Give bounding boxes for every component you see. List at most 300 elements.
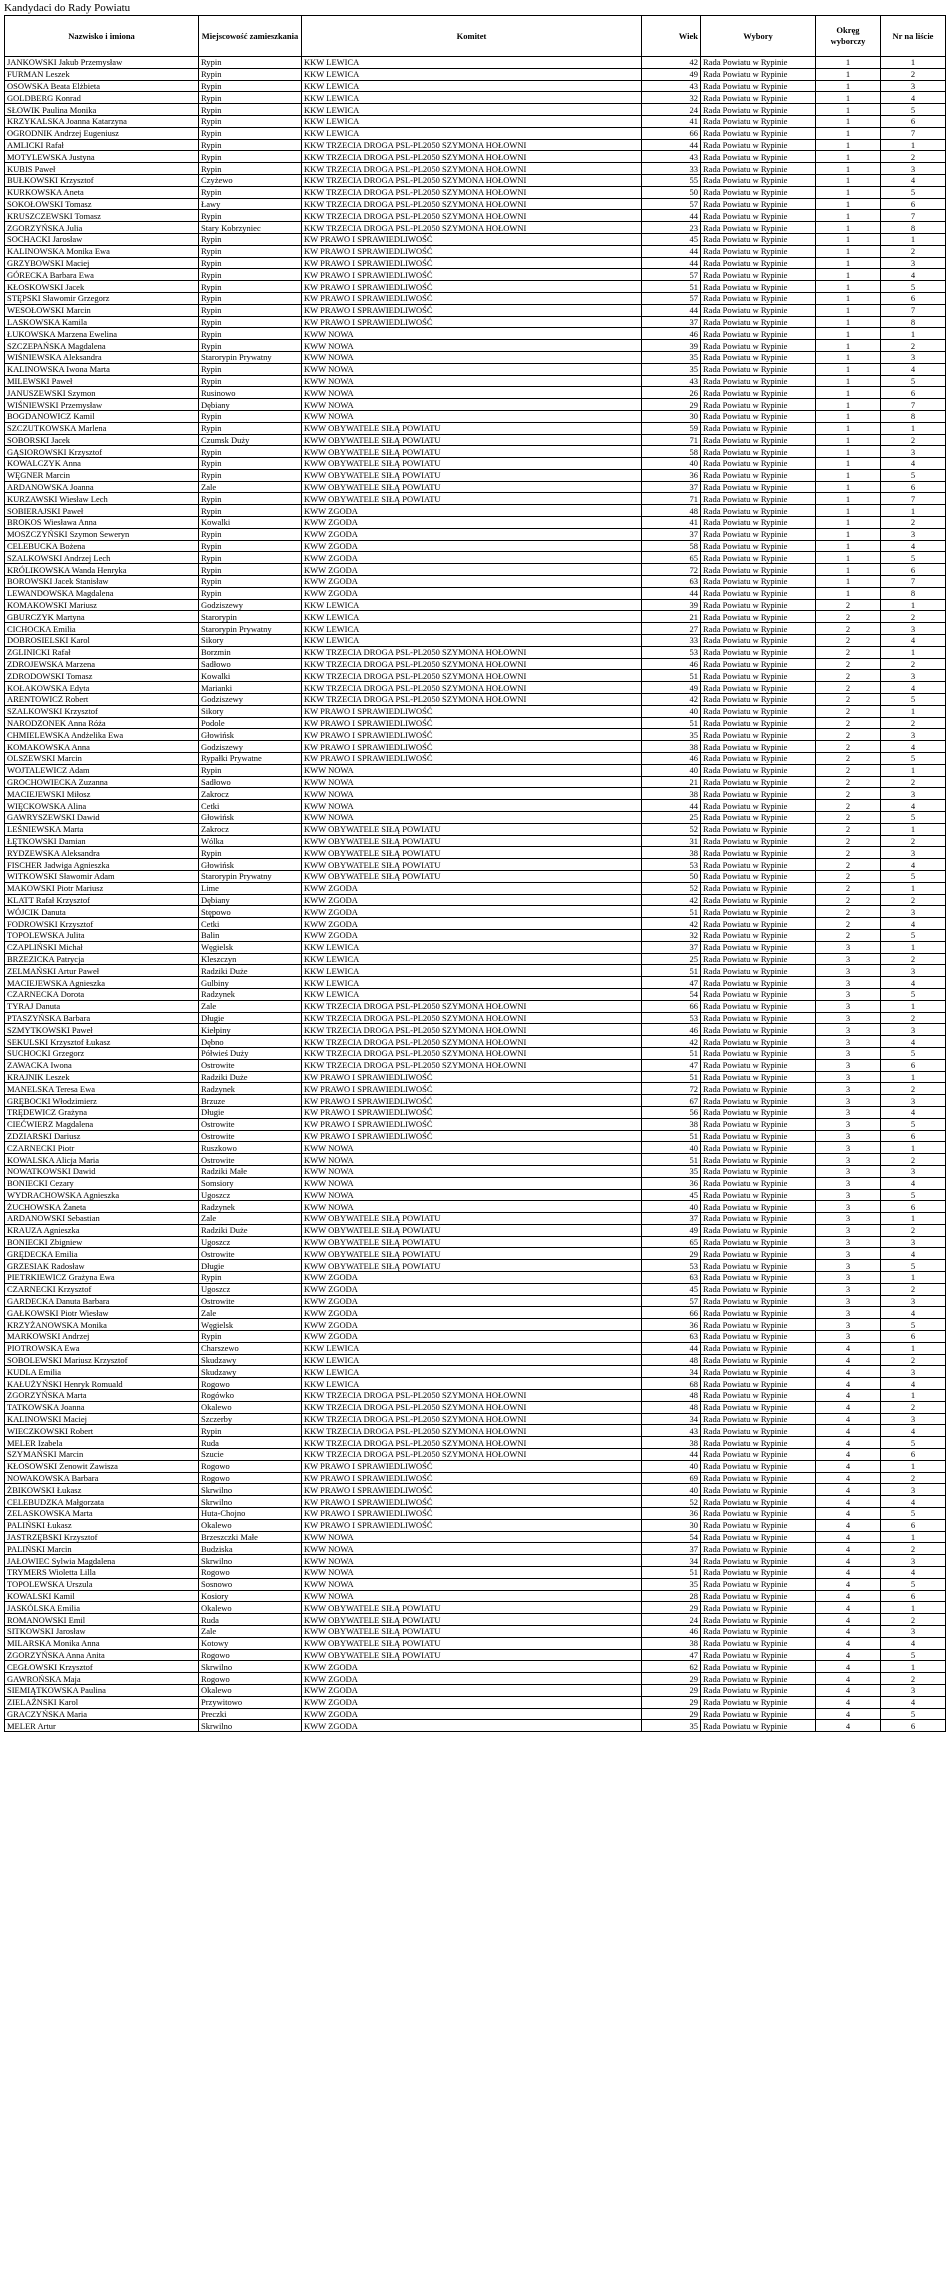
cell-residence: Kosiory: [199, 1590, 302, 1602]
cell-committee: KKW LEWICA: [302, 57, 642, 69]
cell-age: 62: [642, 1661, 701, 1673]
cell-list-number: 1: [881, 646, 946, 658]
cell-name: KAŁUŻYŃSKI Henryk Romuald: [5, 1378, 199, 1390]
cell-age: 54: [642, 1531, 701, 1543]
cell-residence: Rypin: [199, 115, 302, 127]
cell-residence: Radziki Duże: [199, 1071, 302, 1083]
cell-age: 53: [642, 859, 701, 871]
cell-committee: KKW TRZECIA DROGA PSL-PL2050 SZYMONA HOŁOWNI: [302, 1413, 642, 1425]
cell-age: 34: [642, 1366, 701, 1378]
cell-residence: Lime: [199, 882, 302, 894]
cell-residence: Radziki Duże: [199, 965, 302, 977]
cell-list-number: 6: [881, 481, 946, 493]
cell-election: Rada Powiatu w Rypinie: [701, 245, 816, 257]
cell-district: 3: [816, 1236, 881, 1248]
cell-list-number: 6: [881, 198, 946, 210]
cell-election: Rada Powiatu w Rypinie: [701, 953, 816, 965]
cell-residence: Kotowy: [199, 1637, 302, 1649]
cell-name: GARDECKA Danuta Barbara: [5, 1295, 199, 1307]
cell-committee: KWW NOWA: [302, 328, 642, 340]
cell-age: 68: [642, 1378, 701, 1390]
cell-committee: KWW OBYWATELE SIŁĄ POWIATU: [302, 1649, 642, 1661]
table-row: [5, 1684, 946, 1696]
cell-residence: Rogowo: [199, 1649, 302, 1661]
cell-committee: KWW OBYWATELE SIŁĄ POWIATU: [302, 458, 642, 470]
cell-election: Rada Powiatu w Rypinie: [701, 127, 816, 139]
cell-committee: KKW TRZECIA DROGA PSL-PL2050 SZYMONA HOŁOWNI: [302, 1000, 642, 1012]
cell-name: KOWALSKA Alicja Maria: [5, 1154, 199, 1166]
cell-list-number: 2: [881, 835, 946, 847]
cell-age: 51: [642, 1047, 701, 1059]
cell-list-number: 6: [881, 1331, 946, 1343]
cell-election: Rada Powiatu w Rypinie: [701, 80, 816, 92]
cell-list-number: 1: [881, 1390, 946, 1402]
cell-residence: Rypin: [199, 269, 302, 281]
cell-list-number: 6: [881, 1720, 946, 1732]
cell-committee: KWW OBYWATELE SIŁĄ POWIATU: [302, 1637, 642, 1649]
cell-name: CIEĆWIERZ Magdalena: [5, 1118, 199, 1130]
cell-age: 29: [642, 1684, 701, 1696]
cell-residence: Ugoszcz: [199, 1189, 302, 1201]
cell-district: 3: [816, 988, 881, 1000]
cell-election: Rada Powiatu w Rypinie: [701, 446, 816, 458]
cell-committee: KW PRAWO I SPRAWIEDLIWOŚĆ: [302, 304, 642, 316]
cell-age: 51: [642, 906, 701, 918]
cell-age: 51: [642, 1130, 701, 1142]
cell-residence: Okalewo: [199, 1401, 302, 1413]
cell-election: Rada Powiatu w Rypinie: [701, 1059, 816, 1071]
cell-name: ZGORZYŃSKA Anna Anita: [5, 1649, 199, 1661]
cell-election: Rada Powiatu w Rypinie: [701, 1449, 816, 1461]
cell-district: 2: [816, 741, 881, 753]
cell-district: 3: [816, 1106, 881, 1118]
cell-election: Rada Powiatu w Rypinie: [701, 1012, 816, 1024]
table-row: [5, 1708, 946, 1720]
cell-district: 3: [816, 1213, 881, 1225]
cell-list-number: 4: [881, 92, 946, 104]
cell-election: Rada Powiatu w Rypinie: [701, 1118, 816, 1130]
cell-name: KUBIS Paweł: [5, 163, 199, 175]
cell-committee: KW PRAWO I SPRAWIEDLIWOŚĆ: [302, 316, 642, 328]
cell-name: GOLDBERG Konrad: [5, 92, 199, 104]
cell-residence: Zale: [199, 481, 302, 493]
cell-name: CHMIELEWSKA Andżelika Ewa: [5, 729, 199, 741]
cell-district: 2: [816, 894, 881, 906]
cell-committee: KKW LEWICA: [302, 988, 642, 1000]
cell-committee: KWW NOWA: [302, 764, 642, 776]
cell-age: 40: [642, 458, 701, 470]
cell-committee: KWW NOWA: [302, 1567, 642, 1579]
cell-district: 1: [816, 233, 881, 245]
cell-district: 2: [816, 847, 881, 859]
table-row: [5, 859, 946, 871]
cell-list-number: 7: [881, 399, 946, 411]
table-row: [5, 918, 946, 930]
table-row: [5, 1567, 946, 1579]
cell-age: 57: [642, 292, 701, 304]
table-row: [5, 776, 946, 788]
cell-list-number: 1: [881, 599, 946, 611]
cell-election: Rada Powiatu w Rypinie: [701, 965, 816, 977]
cell-district: 3: [816, 1000, 881, 1012]
cell-age: 63: [642, 1331, 701, 1343]
cell-residence: Rypin: [199, 163, 302, 175]
cell-election: Rada Powiatu w Rypinie: [701, 269, 816, 281]
table-header-row: [5, 16, 946, 57]
cell-list-number: 8: [881, 222, 946, 234]
cell-list-number: 1: [881, 823, 946, 835]
cell-election: Rada Powiatu w Rypinie: [701, 387, 816, 399]
cell-residence: Rypin: [199, 528, 302, 540]
cell-district: 1: [816, 328, 881, 340]
cell-committee: KW PRAWO I SPRAWIEDLIWOŚĆ: [302, 257, 642, 269]
table-row: [5, 1095, 946, 1107]
cell-name: ROMANOWSKI Emil: [5, 1614, 199, 1626]
cell-committee: KWW OBYWATELE SIŁĄ POWIATU: [302, 1260, 642, 1272]
header-committee: Komitet: [302, 16, 642, 57]
cell-age: 40: [642, 1460, 701, 1472]
cell-committee: KKW LEWICA: [302, 1354, 642, 1366]
cell-name: BOROWSKI Jacek Stanisław: [5, 576, 199, 588]
table-row: [5, 233, 946, 245]
cell-residence: Rypin: [199, 328, 302, 340]
cell-list-number: 4: [881, 635, 946, 647]
cell-committee: KWW ZGODA: [302, 1272, 642, 1284]
cell-age: 66: [642, 1307, 701, 1319]
table-row: [5, 587, 946, 599]
cell-election: Rada Powiatu w Rypinie: [701, 1649, 816, 1661]
cell-list-number: 2: [881, 658, 946, 670]
cell-age: 44: [642, 800, 701, 812]
cell-name: STĘPSKI Sławomir Grzegorz: [5, 292, 199, 304]
cell-committee: KKW LEWICA: [302, 611, 642, 623]
cell-residence: Somsiory: [199, 1177, 302, 1189]
cell-committee: KWW ZGODA: [302, 1720, 642, 1732]
table-row: [5, 800, 946, 812]
cell-district: 1: [816, 399, 881, 411]
cell-committee: KW PRAWO I SPRAWIEDLIWOŚĆ: [302, 1460, 642, 1472]
cell-list-number: 1: [881, 941, 946, 953]
cell-list-number: 2: [881, 1543, 946, 1555]
cell-age: 23: [642, 222, 701, 234]
cell-name: ŻUCHOWSKA Żaneta: [5, 1201, 199, 1213]
cell-list-number: 1: [881, 1602, 946, 1614]
cell-committee: KKW TRZECIA DROGA PSL-PL2050 SZYMONA HOŁOWNI: [302, 163, 642, 175]
cell-election: Rada Powiatu w Rypinie: [701, 233, 816, 245]
table-row: [5, 245, 946, 257]
cell-residence: Rypin: [199, 92, 302, 104]
cell-district: 3: [816, 1047, 881, 1059]
table-row: [5, 1260, 946, 1272]
cell-committee: KWW NOWA: [302, 800, 642, 812]
table-row: [5, 540, 946, 552]
cell-name: WÓJCIK Danuta: [5, 906, 199, 918]
cell-committee: KKW TRZECIA DROGA PSL-PL2050 SZYMONA HOŁOWNI: [302, 694, 642, 706]
cell-name: MILEWSKI Paweł: [5, 375, 199, 387]
cell-name: ZGLINICKI Rafał: [5, 646, 199, 658]
table-row: [5, 611, 946, 623]
cell-committee: KWW NOWA: [302, 340, 642, 352]
cell-residence: Zakrocz: [199, 823, 302, 835]
cell-committee: KWW ZGODA: [302, 1684, 642, 1696]
cell-age: 52: [642, 823, 701, 835]
cell-age: 32: [642, 92, 701, 104]
cell-list-number: 3: [881, 1366, 946, 1378]
cell-age: 37: [642, 528, 701, 540]
cell-committee: KKW TRZECIA DROGA PSL-PL2050 SZYMONA HOŁOWNI: [302, 670, 642, 682]
cell-residence: Rypin: [199, 80, 302, 92]
cell-district: 1: [816, 552, 881, 564]
cell-age: 38: [642, 847, 701, 859]
cell-age: 37: [642, 1213, 701, 1225]
cell-residence: Rypin: [199, 104, 302, 116]
cell-age: 32: [642, 929, 701, 941]
cell-election: Rada Powiatu w Rypinie: [701, 599, 816, 611]
table-row: [5, 882, 946, 894]
cell-name: BONIECKI Zbigniew: [5, 1236, 199, 1248]
header-name: Nazwisko i imiona: [5, 16, 199, 57]
cell-list-number: 4: [881, 1036, 946, 1048]
cell-election: Rada Powiatu w Rypinie: [701, 481, 816, 493]
cell-list-number: 2: [881, 1224, 946, 1236]
cell-residence: Okalewo: [199, 1684, 302, 1696]
cell-committee: KKW LEWICA: [302, 623, 642, 635]
cell-district: 2: [816, 705, 881, 717]
cell-list-number: 5: [881, 469, 946, 481]
cell-name: CELEBUDZKA Małgorzata: [5, 1496, 199, 1508]
table-row: [5, 694, 946, 706]
cell-age: 46: [642, 1625, 701, 1637]
candidates-table: [4, 15, 946, 1732]
cell-district: 1: [816, 151, 881, 163]
cell-district: 4: [816, 1614, 881, 1626]
cell-residence: Radziki Małe: [199, 1165, 302, 1177]
cell-district: 4: [816, 1543, 881, 1555]
cell-age: 48: [642, 1354, 701, 1366]
document-title: Kandydaci do Rady Powiatu: [4, 2, 131, 14]
cell-election: Rada Powiatu w Rypinie: [701, 1366, 816, 1378]
cell-age: 51: [642, 1567, 701, 1579]
cell-committee: KKW TRZECIA DROGA PSL-PL2050 SZYMONA HOŁOWNI: [302, 682, 642, 694]
cell-election: Rada Powiatu w Rypinie: [701, 835, 816, 847]
cell-district: 3: [816, 1036, 881, 1048]
cell-name: WĘGNER Marcin: [5, 469, 199, 481]
table-row: [5, 292, 946, 304]
cell-residence: Cetki: [199, 918, 302, 930]
cell-name: CZARNECKA Dorota: [5, 988, 199, 1000]
cell-list-number: 5: [881, 1508, 946, 1520]
cell-committee: KWW OBYWATELE SIŁĄ POWIATU: [302, 434, 642, 446]
cell-election: Rada Powiatu w Rypinie: [701, 658, 816, 670]
cell-committee: KKW TRZECIA DROGA PSL-PL2050 SZYMONA HOŁOWNI: [302, 210, 642, 222]
cell-election: Rada Powiatu w Rypinie: [701, 1614, 816, 1626]
cell-name: PALIŃSKI Marcin: [5, 1543, 199, 1555]
cell-name: MOTYLEWSKA Justyna: [5, 151, 199, 163]
cell-election: Rada Powiatu w Rypinie: [701, 1213, 816, 1225]
cell-district: 1: [816, 469, 881, 481]
cell-residence: Zale: [199, 1213, 302, 1225]
cell-district: 4: [816, 1484, 881, 1496]
cell-district: 1: [816, 269, 881, 281]
cell-district: 3: [816, 965, 881, 977]
cell-district: 3: [816, 977, 881, 989]
cell-election: Rada Powiatu w Rypinie: [701, 351, 816, 363]
cell-residence: Okalewo: [199, 1519, 302, 1531]
cell-residence: Budziska: [199, 1543, 302, 1555]
cell-list-number: 2: [881, 68, 946, 80]
cell-name: GBURCZYK Martyna: [5, 611, 199, 623]
cell-list-number: 3: [881, 528, 946, 540]
cell-district: 1: [816, 505, 881, 517]
cell-committee: KKW LEWICA: [302, 965, 642, 977]
cell-residence: Rypin: [199, 316, 302, 328]
cell-list-number: 3: [881, 965, 946, 977]
cell-list-number: 5: [881, 1189, 946, 1201]
cell-district: 3: [816, 1272, 881, 1284]
cell-committee: KW PRAWO I SPRAWIEDLIWOŚĆ: [302, 729, 642, 741]
cell-age: 35: [642, 1720, 701, 1732]
cell-district: 3: [816, 1295, 881, 1307]
cell-age: 56: [642, 1106, 701, 1118]
cell-election: Rada Powiatu w Rypinie: [701, 1331, 816, 1343]
cell-name: SITKOWSKI Jarosław: [5, 1625, 199, 1637]
cell-list-number: 5: [881, 1649, 946, 1661]
cell-district: 3: [816, 1095, 881, 1107]
cell-residence: Stępowo: [199, 906, 302, 918]
cell-district: 2: [816, 918, 881, 930]
cell-district: 3: [816, 953, 881, 965]
cell-name: WIĘCKOWSKA Alina: [5, 800, 199, 812]
cell-name: KRÓLIKOWSKA Wanda Henryka: [5, 564, 199, 576]
cell-list-number: 6: [881, 292, 946, 304]
cell-committee: KWW ZGODA: [302, 1307, 642, 1319]
cell-name: KURZAWSKI Wiesław Lech: [5, 493, 199, 505]
cell-district: 2: [816, 929, 881, 941]
table-row: [5, 1307, 946, 1319]
table-row: [5, 1413, 946, 1425]
cell-election: Rada Powiatu w Rypinie: [701, 1720, 816, 1732]
cell-election: Rada Powiatu w Rypinie: [701, 174, 816, 186]
table-row: [5, 812, 946, 824]
cell-age: 30: [642, 410, 701, 422]
cell-committee: KKW LEWICA: [302, 941, 642, 953]
table-row: [5, 1154, 946, 1166]
header-election: Wybory: [701, 16, 816, 57]
cell-residence: Rypin: [199, 68, 302, 80]
cell-name: ŁUKOWSKA Marzena Ewelina: [5, 328, 199, 340]
cell-election: Rada Powiatu w Rypinie: [701, 1390, 816, 1402]
table-row: [5, 1036, 946, 1048]
cell-election: Rada Powiatu w Rypinie: [701, 363, 816, 375]
cell-list-number: 1: [881, 1000, 946, 1012]
cell-list-number: 6: [881, 1590, 946, 1602]
table-row: [5, 1401, 946, 1413]
table-row: [5, 965, 946, 977]
cell-election: Rada Powiatu w Rypinie: [701, 1578, 816, 1590]
cell-name: ZIELAŹNSKI Karol: [5, 1696, 199, 1708]
cell-name: KRZYŻANOWSKA Monika: [5, 1319, 199, 1331]
cell-election: Rada Powiatu w Rypinie: [701, 528, 816, 540]
cell-age: 35: [642, 351, 701, 363]
cell-election: Rada Powiatu w Rypinie: [701, 552, 816, 564]
cell-list-number: 7: [881, 210, 946, 222]
cell-residence: Sadłowo: [199, 776, 302, 788]
cell-district: 3: [816, 1165, 881, 1177]
cell-age: 57: [642, 198, 701, 210]
cell-election: Rada Powiatu w Rypinie: [701, 151, 816, 163]
cell-name: MOSZCZYŃSKI Szymon Seweryn: [5, 528, 199, 540]
cell-age: 29: [642, 1696, 701, 1708]
cell-name: GAWRYSZEWSKI Dawid: [5, 812, 199, 824]
cell-list-number: 3: [881, 1095, 946, 1107]
cell-residence: Dębno: [199, 1036, 302, 1048]
cell-election: Rada Powiatu w Rypinie: [701, 1508, 816, 1520]
table-row: [5, 646, 946, 658]
cell-residence: Rypin: [199, 587, 302, 599]
cell-name: GROCHOWIECKA Zuzanna: [5, 776, 199, 788]
cell-residence: Rypin: [199, 493, 302, 505]
cell-name: PALIŃSKI Łukasz: [5, 1519, 199, 1531]
cell-name: KOMAKOWSKA Anna: [5, 741, 199, 753]
cell-district: 4: [816, 1449, 881, 1461]
cell-committee: KW PRAWO I SPRAWIEDLIWOŚĆ: [302, 1130, 642, 1142]
table-row: [5, 139, 946, 151]
cell-election: Rada Powiatu w Rypinie: [701, 198, 816, 210]
table-row: [5, 104, 946, 116]
cell-election: Rada Powiatu w Rypinie: [701, 57, 816, 69]
cell-age: 46: [642, 328, 701, 340]
cell-election: Rada Powiatu w Rypinie: [701, 870, 816, 882]
cell-residence: Czumsk Duży: [199, 434, 302, 446]
cell-residence: Ruda: [199, 1614, 302, 1626]
cell-age: 51: [642, 1071, 701, 1083]
cell-election: Rada Powiatu w Rypinie: [701, 115, 816, 127]
cell-committee: KW PRAWO I SPRAWIEDLIWOŚĆ: [302, 245, 642, 257]
table-row: [5, 68, 946, 80]
cell-name: SOKOŁOWSKI Tomasz: [5, 198, 199, 210]
cell-committee: KKW LEWICA: [302, 104, 642, 116]
cell-committee: KWW NOWA: [302, 399, 642, 411]
cell-list-number: 2: [881, 340, 946, 352]
table-row: [5, 753, 946, 765]
cell-residence: Starorypin Prywatny: [199, 351, 302, 363]
cell-residence: Rypin: [199, 340, 302, 352]
cell-list-number: 2: [881, 434, 946, 446]
cell-committee: KKW TRZECIA DROGA PSL-PL2050 SZYMONA HOŁOWNI: [302, 1059, 642, 1071]
cell-district: 1: [816, 351, 881, 363]
cell-list-number: 1: [881, 1071, 946, 1083]
cell-residence: Godziszewy: [199, 741, 302, 753]
cell-name: GRZYBOWSKI Maciej: [5, 257, 199, 269]
cell-district: 2: [816, 870, 881, 882]
cell-name: MILARSKA Monika Anna: [5, 1637, 199, 1649]
cell-list-number: 2: [881, 953, 946, 965]
cell-age: 51: [642, 965, 701, 977]
cell-name: BOGDANOWICZ Kamil: [5, 410, 199, 422]
cell-committee: KKW TRZECIA DROGA PSL-PL2050 SZYMONA HOŁOWNI: [302, 151, 642, 163]
cell-committee: KW PRAWO I SPRAWIEDLIWOŚĆ: [302, 1083, 642, 1095]
cell-age: 59: [642, 422, 701, 434]
cell-age: 45: [642, 233, 701, 245]
cell-election: Rada Powiatu w Rypinie: [701, 340, 816, 352]
table-row: [5, 941, 946, 953]
table-row: [5, 210, 946, 222]
cell-district: 1: [816, 292, 881, 304]
cell-committee: KWW NOWA: [302, 351, 642, 363]
table-row: [5, 623, 946, 635]
cell-list-number: 1: [881, 764, 946, 776]
table-row: [5, 57, 946, 69]
